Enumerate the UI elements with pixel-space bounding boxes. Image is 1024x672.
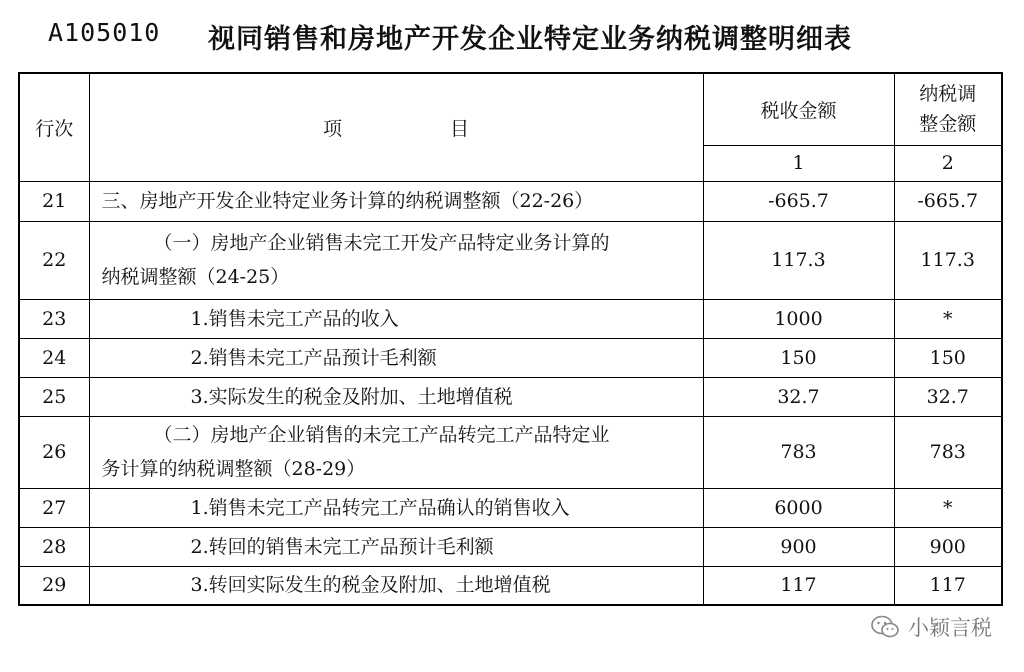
form-code: A105010: [48, 18, 161, 47]
form-name: 视同销售和房地产开发企业特定业务纳税调整明细表: [208, 24, 852, 55]
item-text: 3.转回实际发生的税金及附加、土地增值税: [89, 566, 703, 605]
header-row: [19, 73, 1002, 145]
header-item-right: 目: [450, 117, 470, 140]
adjust-amount: *: [894, 299, 1002, 338]
item-text: 三、房地产开发企业特定业务计算的纳税调整额（22-26）: [89, 181, 703, 221]
tax-amount: 6000: [703, 488, 894, 527]
watermark-text: 小颖言税: [908, 616, 992, 640]
item-text: 2.转回的销售未完工产品预计毛利额: [89, 527, 703, 566]
tax-amount: -665.7: [703, 181, 894, 221]
adjust-amount: 150: [894, 338, 1002, 377]
item-text: [89, 416, 703, 488]
line-number: 27: [19, 488, 89, 527]
header-col1-num: 1: [703, 145, 894, 181]
line-number: 21: [19, 181, 89, 221]
tax-amount: 150: [703, 338, 894, 377]
wechat-icon: [870, 614, 900, 640]
header-item-left: 项: [322, 117, 342, 140]
tax-amount: 117.3: [703, 221, 894, 299]
table-row: [19, 416, 1002, 488]
item-text-line2: 纳税调整额（24-25）: [101, 266, 290, 288]
line-number: 23: [19, 299, 89, 338]
table-row: [19, 527, 1002, 566]
table-row: [19, 338, 1002, 377]
watermark: [870, 612, 992, 642]
item-text: 1.销售未完工产品转完工产品确认的销售收入: [89, 488, 703, 527]
adjustment-table: [18, 72, 1003, 606]
item-text: 1.销售未完工产品的收入: [89, 299, 703, 338]
item-text: 3.实际发生的税金及附加、土地增值税: [89, 377, 703, 416]
header-col2-line1: 纳税调: [919, 83, 977, 106]
adjust-amount: 117: [894, 566, 1002, 605]
header-line-col: 行次: [19, 73, 89, 181]
table-row: [19, 299, 1002, 338]
adjust-amount: 32.7: [894, 377, 1002, 416]
adjust-amount: -665.7: [894, 181, 1002, 221]
tax-amount: 32.7: [703, 377, 894, 416]
table-row: [19, 377, 1002, 416]
adjust-amount: 783: [894, 416, 1002, 488]
tax-amount: 117: [703, 566, 894, 605]
tax-amount: 783: [703, 416, 894, 488]
item-text: [89, 221, 703, 299]
document-title: [0, 18, 1024, 58]
line-number: 25: [19, 377, 89, 416]
header-col2: [894, 73, 1002, 145]
header-col2-line2: 整金额: [919, 113, 977, 136]
adjust-amount: 900: [894, 527, 1002, 566]
header-col1: 税收金额: [703, 73, 894, 145]
header-item-col: [89, 73, 703, 181]
table-row: [19, 181, 1002, 221]
line-number: 22: [19, 221, 89, 299]
tax-amount: 900: [703, 527, 894, 566]
table-row: [19, 221, 1002, 299]
table-row: [19, 488, 1002, 527]
item-text: 2.销售未完工产品预计毛利额: [89, 338, 703, 377]
adjust-amount: 117.3: [894, 221, 1002, 299]
line-number: 29: [19, 566, 89, 605]
header-col2-num: 2: [894, 145, 1002, 181]
item-text-line1: （二）房地产企业销售的未完工产品转完工产品特定业: [153, 424, 610, 446]
tax-amount: 1000: [703, 299, 894, 338]
line-number: 24: [19, 338, 89, 377]
line-number: 28: [19, 527, 89, 566]
item-text-line2: 务计算的纳税调整额（28-29）: [101, 458, 366, 480]
line-number: 26: [19, 416, 89, 488]
table-row: [19, 566, 1002, 605]
adjust-amount: *: [894, 488, 1002, 527]
item-text-line1: （一）房地产企业销售未完工开发产品特定业务计算的: [153, 232, 610, 254]
